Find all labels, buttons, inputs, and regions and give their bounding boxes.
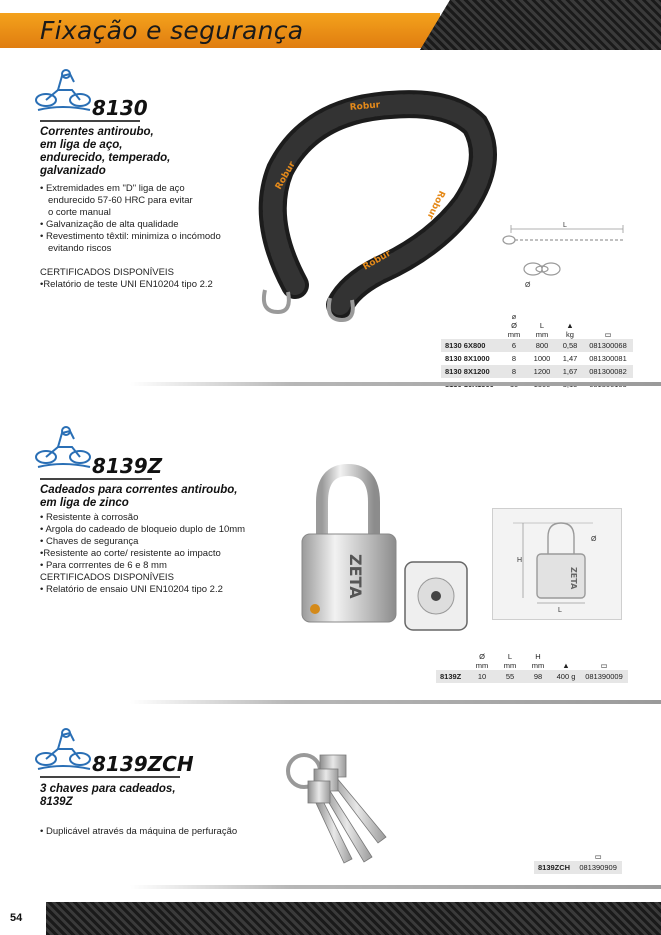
table-cell: 8139ZCH <box>534 861 574 874</box>
table-cell: 400 g <box>552 670 580 683</box>
section-divider <box>130 382 661 386</box>
desc-line: evitando riscos <box>48 243 112 254</box>
barcode-icon: ▭ <box>594 852 602 861</box>
padlock-diagram <box>492 508 622 620</box>
table-header-row <box>534 852 622 861</box>
table-header: Ø mm <box>475 652 489 670</box>
desc-line: o corte manual <box>48 207 111 218</box>
table-row <box>441 339 633 352</box>
desc-line: • Chaves de segurança <box>40 536 139 547</box>
dim-label-height: H <box>517 557 523 564</box>
barcode-icon: ▭ <box>604 330 612 339</box>
desc-line: CERTIFICADOS DISPONÍVEIS <box>40 572 174 583</box>
page-title: Fixação e segurança <box>40 16 304 45</box>
table-row <box>441 352 633 365</box>
diameter-icon: ⌀ <box>511 312 517 321</box>
product-table <box>534 852 622 874</box>
title-line: em liga de aço, <box>40 139 123 151</box>
table-header <box>574 852 622 861</box>
table-row <box>436 670 628 683</box>
table-cell: 55 <box>496 670 524 683</box>
desc-line: • Galvanização de alta qualidade <box>40 219 179 230</box>
motorcycle-icon <box>32 727 94 773</box>
table-row <box>534 861 622 874</box>
section-divider <box>130 885 661 889</box>
table-header: L mm <box>535 321 549 339</box>
barcode-icon: ▭ <box>600 661 608 670</box>
table-cell: 8130 8X1000 <box>445 354 490 363</box>
desc-line: endurecido 57-60 HRC para evitar <box>48 195 193 206</box>
dim-label-diameter: Ø <box>525 282 531 289</box>
desc-line: • Duplicável através da máquina de perfuração <box>40 826 238 837</box>
table-cell: 1,47 <box>562 354 578 363</box>
table-header <box>436 652 468 670</box>
product-description <box>40 512 245 596</box>
code-underline <box>40 120 140 122</box>
table-cell: 8 <box>501 365 527 378</box>
title-line: 3 chaves para cadeados, <box>40 783 176 795</box>
padlock-image <box>290 462 470 632</box>
code-underline <box>40 776 180 778</box>
table-cell: 8130 6X800 <box>441 339 501 352</box>
table-cell: 98 <box>524 670 552 683</box>
table-header: ⌀ Ø mm <box>507 312 521 339</box>
diagram-lock-brand: ZETA <box>569 567 578 590</box>
desc-line: •Resistente ao corte/ resistente ao impacto <box>40 548 221 559</box>
product-title <box>40 126 170 178</box>
chain-diagram <box>497 215 627 295</box>
motorcycle-icon <box>32 425 94 471</box>
title-line: 8139Z <box>40 796 73 808</box>
table-cell: 800 <box>527 339 557 352</box>
table-cell: 1,67 <box>557 365 583 378</box>
table-cell: 10 <box>468 670 496 683</box>
table-header: H mm <box>531 652 545 670</box>
product-title <box>40 484 237 510</box>
product-table <box>436 652 628 683</box>
table-header <box>580 652 628 670</box>
title-line: endurecido, temperado, <box>40 152 171 164</box>
brand-label: Robur <box>361 248 393 273</box>
table-header-row <box>441 312 633 339</box>
weight-icon: ▲ <box>562 661 570 670</box>
desc-line: • Revestimento têxtil: minimiza o incómodo <box>40 231 221 242</box>
table-row <box>441 365 633 378</box>
table-header <box>534 852 574 861</box>
page-header <box>0 0 661 50</box>
table-header: L mm <box>503 652 517 670</box>
table-cell: 081300068 <box>583 339 633 352</box>
table-cell: 1200 <box>527 365 557 378</box>
table-header <box>552 652 580 670</box>
brand-label: Robur <box>273 160 298 192</box>
padlock-diagram-drawing <box>493 509 623 621</box>
desc-line: • Argola do cadeado de bloqueio duplo de 10mm <box>40 524 246 535</box>
brand-label: Robur <box>424 188 447 221</box>
chain-image <box>240 80 510 325</box>
product-title <box>40 783 176 809</box>
table-cell: 0,58 <box>557 339 583 352</box>
desc-line: • Para corrrentes de 6 e 8 mm <box>40 560 167 571</box>
desc-line: • Extremidades em "D" liga de aço <box>40 183 185 194</box>
lock-brand: ZETA <box>346 554 365 599</box>
title-line: Correntes antiroubo, <box>40 126 154 138</box>
title-line: Cadeados para correntes antiroubo, <box>40 484 238 496</box>
dim-label-length: L <box>563 222 567 229</box>
title-line: em liga de zinco <box>40 497 129 509</box>
keys-image <box>282 745 412 865</box>
header-carbon-band <box>420 0 661 50</box>
product-code: 8130 <box>92 96 148 120</box>
table-cell: 8139Z <box>436 670 468 683</box>
table-cell: 081300081 <box>589 354 627 363</box>
dim-label-diameter: Ø <box>591 536 597 543</box>
product-code: 8139ZCH <box>92 752 194 776</box>
product-table <box>441 312 633 391</box>
table-cell: 8130 8X1200 <box>441 365 501 378</box>
brand-label: Robur <box>349 100 381 113</box>
table-cell: 081390909 <box>574 861 622 874</box>
page-number: 54 <box>10 912 23 924</box>
table-cell: 6 <box>501 339 527 352</box>
table-header: ▲ kg <box>566 321 574 339</box>
motorcycle-icon <box>32 68 94 114</box>
title-line: galvanizado <box>40 165 106 177</box>
table-cell: 081300082 <box>583 365 633 378</box>
table-cell: 8 <box>511 354 517 363</box>
weight-icon: ▲ <box>566 321 574 330</box>
product-description <box>40 183 221 291</box>
table-cell: 081390009 <box>580 670 628 683</box>
desc-line: •Relatório de teste UNI EN10204 tipo 2.2 <box>40 279 213 290</box>
footer-carbon-band <box>46 902 661 935</box>
section-divider <box>130 700 661 704</box>
table-cell: 1000 <box>533 354 551 363</box>
product-description <box>40 826 237 838</box>
desc-line: • Relatório de ensaio UNI EN10204 tipo 2.2 <box>40 584 223 595</box>
code-underline <box>40 478 152 480</box>
desc-line: • Resistente à corrosão <box>40 512 139 523</box>
table-header <box>583 312 633 339</box>
table-header-row <box>436 652 628 670</box>
table-header <box>441 312 501 339</box>
desc-line: CERTIFICADOS DISPONÍVEIS <box>40 267 174 278</box>
product-code: 8139Z <box>92 454 163 478</box>
dim-label-length: L <box>558 607 562 614</box>
